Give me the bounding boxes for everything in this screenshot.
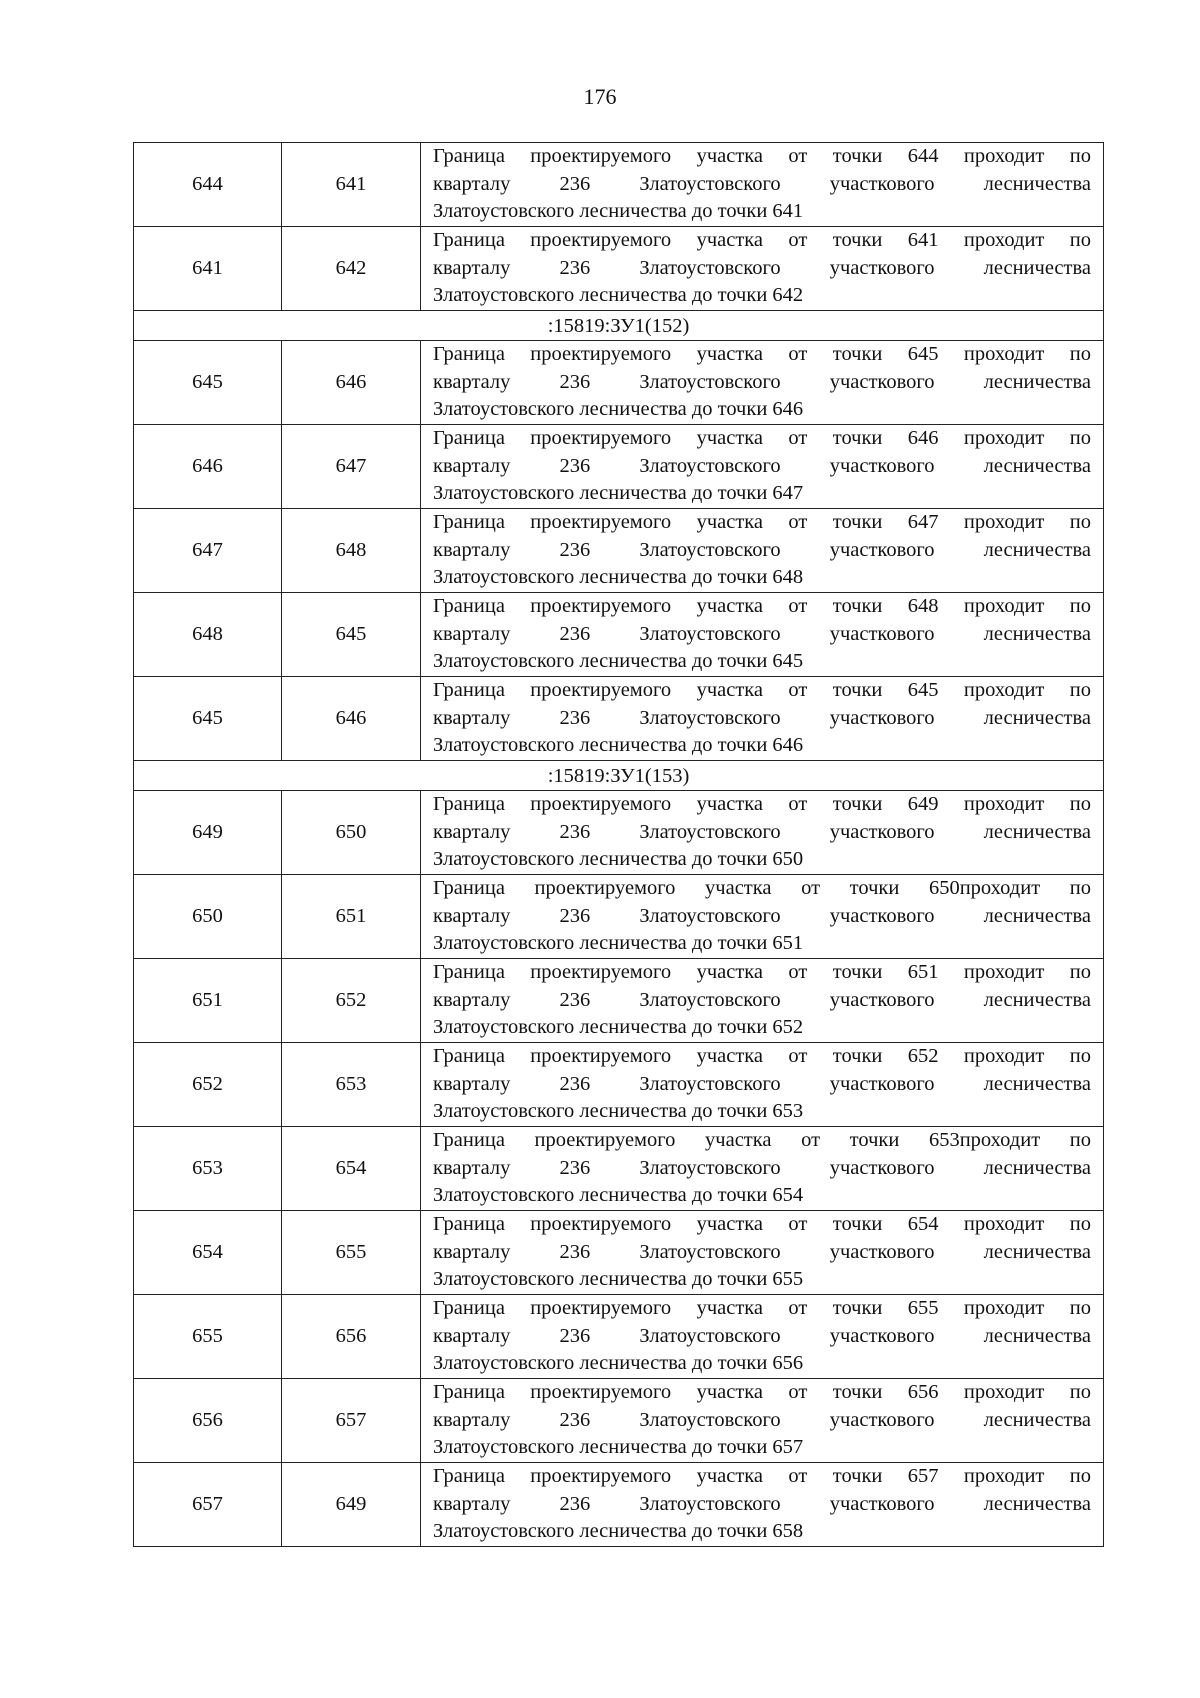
description-line: кварталу 236 Златоустовского участкового лесничества [433, 256, 1091, 279]
description-line: Златоустовского лесничества до точки 642 [433, 284, 804, 307]
description-line: Граница проектируемого участка от точки 653проходит по [433, 1129, 1091, 1152]
to-point-cell: 657 [282, 1379, 421, 1463]
description-cell [421, 227, 1104, 311]
description-line: Граница проектируемого участка от точки 649 проходит по [433, 793, 1091, 816]
description-line: Златоустовского лесничества до точки 645 [433, 650, 804, 673]
description-line: Граница проектируемого участка от точки 654 проходит по [433, 1213, 1091, 1236]
description-line: кварталу 236 Златоустовского участкового лесничества [433, 820, 1091, 843]
to-point-cell: 654 [282, 1127, 421, 1211]
table-row [134, 1127, 1104, 1211]
description-line: Граница проектируемого участка от точки 645 проходит по [433, 343, 1091, 366]
description-cell [421, 1127, 1104, 1211]
description-line: кварталу 236 Златоустовского участкового лесничества [433, 1240, 1091, 1263]
to-point-cell: 641 [282, 143, 421, 227]
page-number: 176 [583, 84, 617, 109]
description-line: Граница проектируемого участка от точки 651 проходит по [433, 961, 1091, 984]
description-cell [421, 1295, 1104, 1379]
description-line: Граница проектируемого участка от точки 652 проходит по [433, 1045, 1091, 1068]
from-point-cell: 644 [134, 143, 282, 227]
description-line: Граница проектируемого участка от точки 646 проходит по [433, 427, 1091, 450]
from-point-cell: 656 [134, 1379, 282, 1463]
description-line: кварталу 236 Златоустовского участкового лесничества [433, 1156, 1091, 1179]
table-row [134, 509, 1104, 593]
description-cell [421, 509, 1104, 593]
to-point-cell: 653 [282, 1043, 421, 1127]
from-point-cell: 641 [134, 227, 282, 311]
table-row [134, 959, 1104, 1043]
description-line: Граница проектируемого участка от точки 645 проходит по [433, 679, 1091, 702]
section-header: :15819:ЗУ1(152) [134, 311, 1104, 341]
table-row [134, 143, 1104, 227]
section-header-row [134, 311, 1104, 341]
section-header-row [134, 761, 1104, 791]
table-row [134, 1463, 1104, 1547]
table-row [134, 593, 1104, 677]
description-line: кварталу 236 Златоустовского участкового лесничества [433, 988, 1091, 1011]
to-point-cell: 646 [282, 677, 421, 761]
description-cell [421, 1379, 1104, 1463]
description-line: кварталу 236 Златоустовского участкового лесничества [433, 1492, 1091, 1515]
description-line: Граница проектируемого участка от точки 655 проходит по [433, 1297, 1091, 1320]
description-line: Златоустовского лесничества до точки 653 [433, 1100, 804, 1123]
description-cell [421, 875, 1104, 959]
table-row [134, 425, 1104, 509]
description-cell [421, 677, 1104, 761]
description-cell [421, 341, 1104, 425]
to-point-cell: 642 [282, 227, 421, 311]
description-line: Граница проектируемого участка от точки 657 проходит по [433, 1465, 1091, 1488]
description-line: Златоустовского лесничества до точки 658 [433, 1520, 804, 1543]
from-point-cell: 652 [134, 1043, 282, 1127]
description-line: кварталу 236 Златоустовского участкового лесничества [433, 1072, 1091, 1095]
boundary-table [133, 142, 1104, 1547]
to-point-cell: 650 [282, 791, 421, 875]
description-line: Златоустовского лесничества до точки 648 [433, 566, 804, 589]
to-point-cell: 645 [282, 593, 421, 677]
description-line: Граница проектируемого участка от точки 641 проходит по [433, 229, 1091, 252]
description-line: Златоустовского лесничества до точки 650 [433, 848, 804, 871]
description-line: Златоустовского лесничества до точки 652 [433, 1016, 804, 1039]
from-point-cell: 653 [134, 1127, 282, 1211]
description-cell [421, 1463, 1104, 1547]
description-line: Граница проектируемого участка от точки 656 проходит по [433, 1381, 1091, 1404]
from-point-cell: 655 [134, 1295, 282, 1379]
from-point-cell: 650 [134, 875, 282, 959]
description-cell [421, 425, 1104, 509]
description-line: Граница проектируемого участка от точки 647 проходит по [433, 511, 1091, 534]
to-point-cell: 646 [282, 341, 421, 425]
from-point-cell: 646 [134, 425, 282, 509]
to-point-cell: 649 [282, 1463, 421, 1547]
from-point-cell: 648 [134, 593, 282, 677]
table-row [134, 227, 1104, 311]
to-point-cell: 648 [282, 509, 421, 593]
description-cell [421, 593, 1104, 677]
from-point-cell: 645 [134, 677, 282, 761]
from-point-cell: 657 [134, 1463, 282, 1547]
to-point-cell: 652 [282, 959, 421, 1043]
description-cell [421, 1211, 1104, 1295]
description-cell [421, 143, 1104, 227]
from-point-cell: 649 [134, 791, 282, 875]
description-line: кварталу 236 Златоустовского участкового лесничества [433, 370, 1091, 393]
description-line: кварталу 236 Златоустовского участкового лесничества [433, 706, 1091, 729]
description-line: Златоустовского лесничества до точки 651 [433, 932, 804, 955]
description-line: кварталу 236 Златоустовского участкового лесничества [433, 538, 1091, 561]
description-line: кварталу 236 Златоустовского участкового лесничества [433, 904, 1091, 927]
description-cell [421, 791, 1104, 875]
description-line: Златоустовского лесничества до точки 646 [433, 734, 804, 757]
table-row [134, 1043, 1104, 1127]
description-line: кварталу 236 Златоустовского участкового лесничества [433, 622, 1091, 645]
description-cell [421, 959, 1104, 1043]
table-row [134, 875, 1104, 959]
description-line: Граница проектируемого участка от точки 648 проходит по [433, 595, 1091, 618]
description-line: Граница проектируемого участка от точки 650проходит по [433, 877, 1091, 900]
description-line: Златоустовского лесничества до точки 647 [433, 482, 804, 505]
description-line: Златоустовского лесничества до точки 656 [433, 1352, 804, 1375]
description-line: Граница проектируемого участка от точки 644 проходит по [433, 145, 1091, 168]
from-point-cell: 651 [134, 959, 282, 1043]
table-row [134, 341, 1104, 425]
from-point-cell: 654 [134, 1211, 282, 1295]
section-header: :15819:ЗУ1(153) [134, 761, 1104, 791]
description-line: кварталу 236 Златоустовского участкового лесничества [433, 1408, 1091, 1431]
description-line: Златоустовского лесничества до точки 657 [433, 1436, 804, 1459]
description-line: Златоустовского лесничества до точки 654 [433, 1184, 804, 1207]
description-line: Златоустовского лесничества до точки 655 [433, 1268, 804, 1291]
table-row [134, 1295, 1104, 1379]
to-point-cell: 651 [282, 875, 421, 959]
description-cell [421, 1043, 1104, 1127]
to-point-cell: 655 [282, 1211, 421, 1295]
description-line: кварталу 236 Златоустовского участкового лесничества [433, 454, 1091, 477]
table-body [134, 143, 1104, 1547]
table-row [134, 791, 1104, 875]
description-line: кварталу 236 Златоустовского участкового лесничества [433, 172, 1091, 195]
from-point-cell: 647 [134, 509, 282, 593]
to-point-cell: 647 [282, 425, 421, 509]
table-row [134, 1211, 1104, 1295]
table-row [134, 677, 1104, 761]
from-point-cell: 645 [134, 341, 282, 425]
to-point-cell: 656 [282, 1295, 421, 1379]
description-line: кварталу 236 Златоустовского участкового лесничества [433, 1324, 1091, 1347]
table-row [134, 1379, 1104, 1463]
description-line: Златоустовского лесничества до точки 641 [433, 200, 804, 223]
description-line: Златоустовского лесничества до точки 646 [433, 398, 804, 421]
